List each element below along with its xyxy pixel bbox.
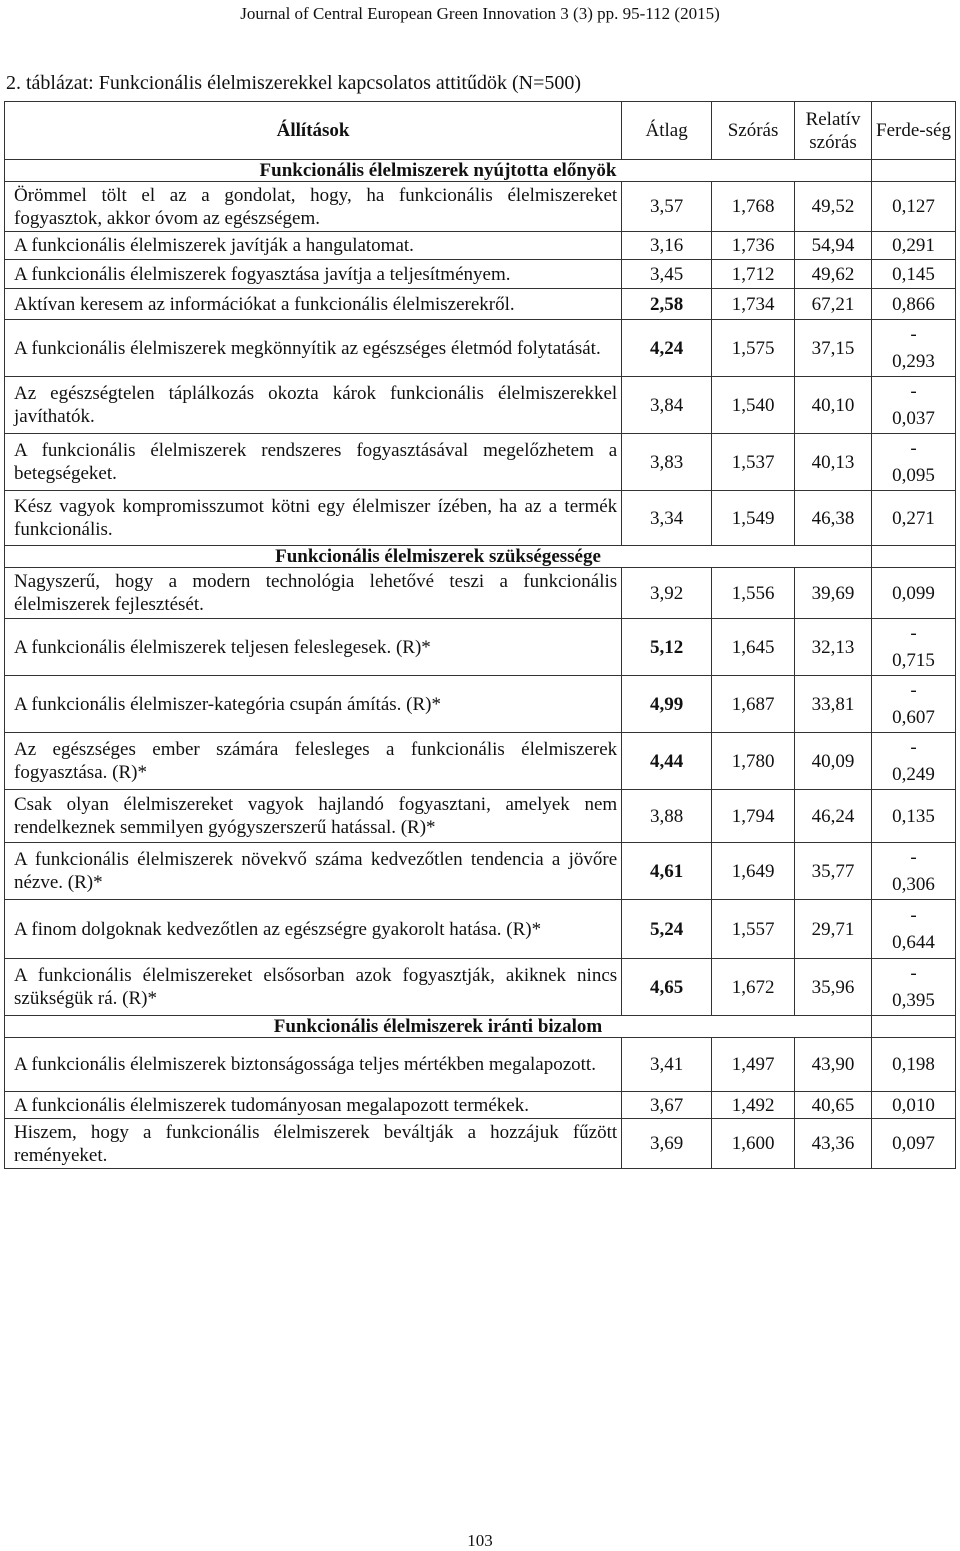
mean-cell: 5,24 [622, 900, 712, 959]
skewness-cell: 0,271 [872, 491, 956, 546]
statement-cell: A funkcionális élelmiszerek javítják a hangulatomat. [5, 232, 622, 260]
statement-cell: Hiszem, hogy a funkcionális élelmiszerek beváltják a hozzájuk fűzött reményeket. [5, 1119, 622, 1169]
sd-cell: 1,540 [712, 377, 795, 434]
mean-cell: 3,67 [622, 1092, 712, 1119]
skewness-cell: 0,099 [872, 568, 956, 619]
sd-cell: 1,734 [712, 289, 795, 320]
statement-cell: A funkcionális élelmiszerek tudományosan megalapozott termékek. [5, 1092, 622, 1119]
statement-cell: Nagyszerű, hogy a modern technológia lehetővé teszi a funkcionális élelmiszerek fejlesztését. [5, 568, 622, 619]
sd-cell: 1,600 [712, 1119, 795, 1169]
mean-cell: 3,45 [622, 260, 712, 289]
col-header-skewness: Ferde-ség [872, 102, 956, 160]
mean-cell: 5,12 [622, 619, 712, 676]
skewness-cell: 0,291 [872, 232, 956, 260]
relative-sd-cell: 40,10 [795, 377, 872, 434]
mean-cell: 3,92 [622, 568, 712, 619]
relative-sd-cell: 67,21 [795, 289, 872, 320]
sd-cell: 1,794 [712, 790, 795, 843]
sd-cell: 1,575 [712, 320, 795, 377]
skewness-cell: - 0,607 [872, 676, 956, 733]
skewness-cell: 0,097 [872, 1119, 956, 1169]
skewness-cell: 0,145 [872, 260, 956, 289]
section-blank-cell [872, 160, 956, 182]
mean-cell: 3,84 [622, 377, 712, 434]
relative-sd-cell: 49,62 [795, 260, 872, 289]
skewness-cell: 0,866 [872, 289, 956, 320]
relative-sd-cell: 32,13 [795, 619, 872, 676]
table-row [5, 377, 956, 434]
sd-cell: 1,492 [712, 1092, 795, 1119]
relative-sd-cell: 46,38 [795, 491, 872, 546]
col-header-relative-sd: Relatív szórás [795, 102, 872, 160]
sd-cell: 1,672 [712, 959, 795, 1016]
table-row [5, 434, 956, 491]
mean-cell: 3,88 [622, 790, 712, 843]
mean-cell: 3,16 [622, 232, 712, 260]
statement-cell: A finom dolgoknak kedvezőtlen az egészségre gyakorolt hatása. (R)* [5, 900, 622, 959]
journal-header: Journal of Central European Green Innovation 3 (3) pp. 95-112 (2015) [240, 4, 720, 23]
table-header-row [5, 102, 956, 160]
skewness-cell: 0,127 [872, 182, 956, 232]
relative-sd-cell: 54,94 [795, 232, 872, 260]
relative-sd-cell: 43,36 [795, 1119, 872, 1169]
sd-cell: 1,712 [712, 260, 795, 289]
mean-cell: 3,41 [622, 1038, 712, 1092]
statement-cell: A funkcionális élelmiszerek növekvő száma kedvezőtlen tendencia a jövőre nézve. (R)* [5, 843, 622, 900]
col-header-statements: Állítások [5, 102, 622, 160]
table-row [5, 900, 956, 959]
relative-sd-cell: 40,13 [795, 434, 872, 491]
relative-sd-cell: 33,81 [795, 676, 872, 733]
statement-cell: Az egészséges ember számára felesleges a funkcionális élelmiszerek fogyasztása. (R)* [5, 733, 622, 790]
section-title: Funkcionális élelmiszerek iránti bizalom [5, 1016, 872, 1038]
mean-cell: 3,69 [622, 1119, 712, 1169]
statement-cell: A funkcionális élelmiszer-kategória csupán ámítás. (R)* [5, 676, 622, 733]
section-row [5, 546, 956, 568]
table-row [5, 1038, 956, 1092]
mean-cell: 3,83 [622, 434, 712, 491]
mean-cell: 3,57 [622, 182, 712, 232]
statement-cell: A funkcionális élelmiszerek rendszeres fogyasztásával megelőzhetem a betegségeket. [5, 434, 622, 491]
relative-sd-cell: 43,90 [795, 1038, 872, 1092]
page-number: 103 [467, 1531, 493, 1550]
table-row [5, 320, 956, 377]
relative-sd-cell: 35,77 [795, 843, 872, 900]
relative-sd-cell: 35,96 [795, 959, 872, 1016]
mean-cell: 4,44 [622, 733, 712, 790]
table-row [5, 568, 956, 619]
skewness-cell: - 0,644 [872, 900, 956, 959]
table-row [5, 733, 956, 790]
skewness-cell: - 0,095 [872, 434, 956, 491]
sd-cell: 1,497 [712, 1038, 795, 1092]
table-row [5, 619, 956, 676]
table-row [5, 182, 956, 232]
sd-cell: 1,649 [712, 843, 795, 900]
sd-cell: 1,537 [712, 434, 795, 491]
statement-cell: A funkcionális élelmiszerek megkönnyítik az egészséges életmód folytatását. [5, 320, 622, 377]
col-header-sd: Szórás [712, 102, 795, 160]
skewness-cell: - 0,293 [872, 320, 956, 377]
section-blank-cell [872, 1016, 956, 1038]
section-blank-cell [872, 546, 956, 568]
skewness-cell: - 0,306 [872, 843, 956, 900]
statement-cell: A funkcionális élelmiszerek biztonságossága teljes mértékben megalapozott. [5, 1038, 622, 1092]
skewness-cell: - 0,249 [872, 733, 956, 790]
sd-cell: 1,780 [712, 733, 795, 790]
statement-cell: Csak olyan élelmiszereket vagyok hajlandó fogyasztani, amelyek nem rendelkeznek semmilyen gyógyszerszerű hatással. (R)* [5, 790, 622, 843]
skewness-cell: - 0,037 [872, 377, 956, 434]
section-title: Funkcionális élelmiszerek szükségessége [5, 546, 872, 568]
mean-cell: 4,24 [622, 320, 712, 377]
relative-sd-cell: 37,15 [795, 320, 872, 377]
skewness-cell: - 0,715 [872, 619, 956, 676]
statement-cell: Örömmel tölt el az a gondolat, hogy, ha funkcionális élelmiszereket fogyasztok, akkor óvom az egészségem. [5, 182, 622, 232]
statement-cell: Kész vagyok kompromisszumot kötni egy élelmiszer ízében, ha az a termék funkcionális. [5, 491, 622, 546]
relative-sd-cell: 49,52 [795, 182, 872, 232]
mean-cell: 4,99 [622, 676, 712, 733]
table-row [5, 289, 956, 320]
table-row [5, 676, 956, 733]
statement-cell: Az egészségtelen táplálkozás okozta károk funkcionális élelmiszerekkel javíthatók. [5, 377, 622, 434]
table-row [5, 843, 956, 900]
table-row [5, 790, 956, 843]
table-row [5, 1119, 956, 1169]
skewness-cell: 0,135 [872, 790, 956, 843]
relative-sd-cell: 39,69 [795, 568, 872, 619]
table-caption: 2. táblázat: Funkcionális élelmiszerekkel kapcsolatos attitűdök (N=500) [6, 72, 582, 94]
attitudes-table [4, 101, 956, 1169]
relative-sd-cell: 46,24 [795, 790, 872, 843]
statement-cell: A funkcionális élelmiszerek teljesen feleslegesek. (R)* [5, 619, 622, 676]
table-row [5, 959, 956, 1016]
statement-cell: A funkcionális élelmiszerek fogyasztása javítja a teljesítményem. [5, 260, 622, 289]
skewness-cell: 0,010 [872, 1092, 956, 1119]
sd-cell: 1,768 [712, 182, 795, 232]
relative-sd-cell: 40,09 [795, 733, 872, 790]
sd-cell: 1,736 [712, 232, 795, 260]
sd-cell: 1,687 [712, 676, 795, 733]
section-title: Funkcionális élelmiszerek nyújtotta előnyök [5, 160, 872, 182]
mean-cell: 4,61 [622, 843, 712, 900]
skewness-cell: 0,198 [872, 1038, 956, 1092]
col-header-mean: Átlag [622, 102, 712, 160]
statement-cell: Aktívan keresem az információkat a funkcionális élelmiszerekről. [5, 289, 622, 320]
mean-cell: 2,58 [622, 289, 712, 320]
sd-cell: 1,557 [712, 900, 795, 959]
relative-sd-cell: 29,71 [795, 900, 872, 959]
statement-cell: A funkcionális élelmiszereket elsősorban azok fogyasztják, akiknek nincs szükségük rá. (R)* [5, 959, 622, 1016]
table-row [5, 491, 956, 546]
sd-cell: 1,549 [712, 491, 795, 546]
mean-cell: 3,34 [622, 491, 712, 546]
table-row [5, 232, 956, 260]
sd-cell: 1,556 [712, 568, 795, 619]
table-row [5, 260, 956, 289]
relative-sd-cell: 40,65 [795, 1092, 872, 1119]
sd-cell: 1,645 [712, 619, 795, 676]
section-row [5, 1016, 956, 1038]
skewness-cell: - 0,395 [872, 959, 956, 1016]
mean-cell: 4,65 [622, 959, 712, 1016]
section-row [5, 160, 956, 182]
table-row [5, 1092, 956, 1119]
